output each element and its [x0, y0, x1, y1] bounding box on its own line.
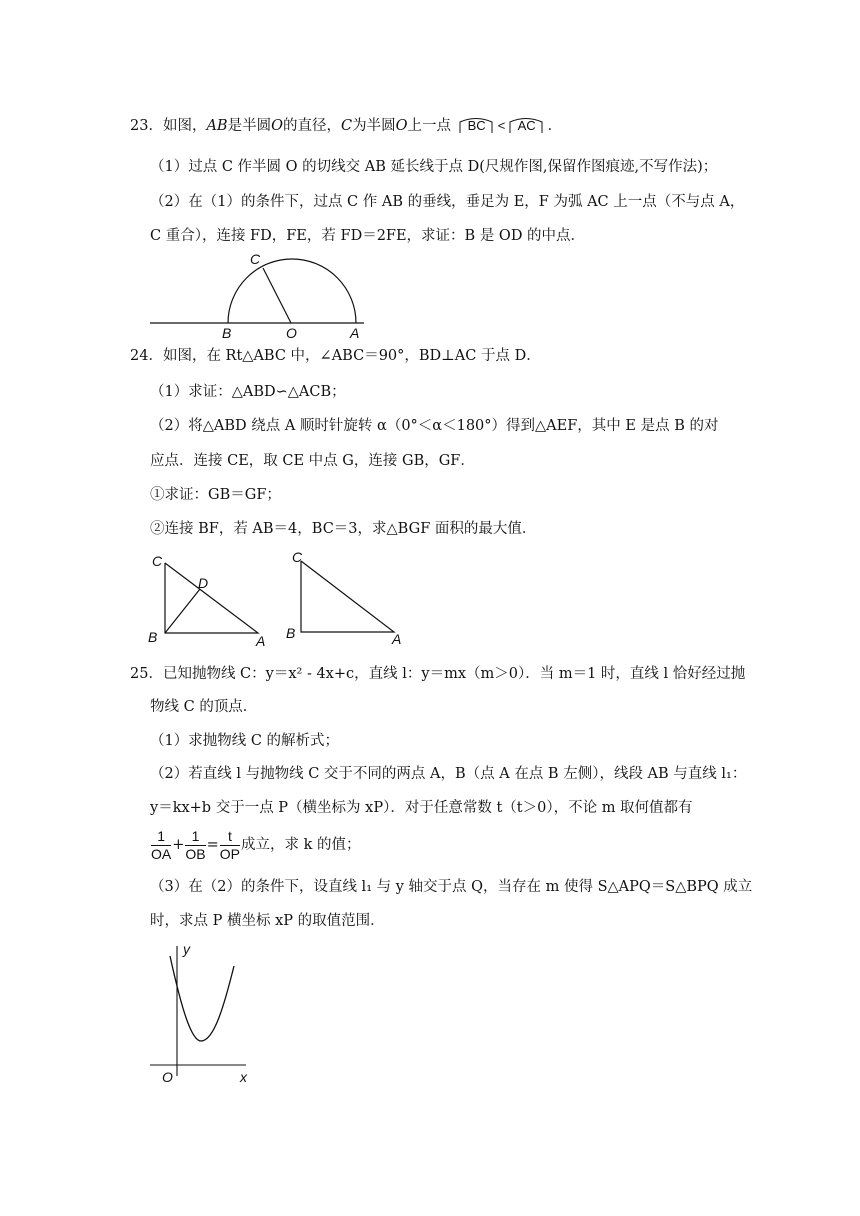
- q23-mid1: 是半圆: [227, 118, 272, 134]
- altitude-bd: [165, 589, 200, 633]
- q24-part1: （1）求证：△ABD∽△ACB；: [150, 384, 346, 400]
- q23-intro: [130, 116, 562, 136]
- radius-oc: [263, 268, 291, 323]
- label-o: O: [286, 325, 297, 341]
- q23-figure: [140, 248, 380, 343]
- fig2-label-b: B: [286, 625, 296, 641]
- q25-part2-line1: （2）若直线 l 与抛物线 C 交于不同的两点 A，B（点 A 在点 B 左侧），线段 AB 与直线 l₁：: [150, 766, 747, 782]
- fig2-label-a: A: [392, 631, 402, 644]
- q23-c: C: [340, 118, 353, 134]
- parabola-curve: [170, 956, 234, 1041]
- q25-part3-line1: （3）在（2）的条件下，设直线 l₁ 与 y 轴交于点 Q，当存在 m 使得 S△APQ＝S△BPQ 成立: [150, 879, 753, 895]
- semicircle-arc: [228, 259, 356, 323]
- q24-part2-line1: （2）将△ABD 绕点 A 顺时针旋转 α（0°＜α＜180°）得到△AEF，其中 E 是点 B 的对: [150, 418, 719, 434]
- q24-figure-2: [284, 544, 414, 644]
- q23-ab: AB: [206, 118, 228, 134]
- plus-sign: +: [172, 837, 185, 853]
- q23-part2-line2: C 重合），连接 FD，FE，若 FD＝2FE，求证：B 是 OD 的中点．: [150, 228, 586, 244]
- q23-part1: （1）过点 C 作半圆 O 的切线交 AB 延长线于点 D(尺规作图,保留作图痕迹,不写作法)；: [150, 159, 718, 175]
- q23-intro-pre: 23．如图，: [130, 118, 207, 134]
- frac2-den: OB: [185, 845, 206, 862]
- q23-o: O: [271, 118, 283, 134]
- q24-part2-line2: 应点．连接 CE，取 CE 中点 G，连接 GB，GF．: [150, 453, 475, 469]
- frac1-den: OA: [151, 845, 172, 862]
- frac1-num: 1: [151, 828, 171, 846]
- q25-part2-line2: y＝kx+b 交于一点 P（横坐标为 xP）．对于任意常数 t（t＞0），不论 m 取何值都有: [150, 800, 693, 816]
- arc-comparison: [456, 116, 548, 136]
- fig2-label-c: C: [292, 549, 303, 565]
- q23-mid2: 的直径，: [282, 118, 341, 134]
- q24-sub2: ②连接 BF，若 AB＝4，BC＝3，求△BGF 面积的最大值．: [150, 521, 537, 537]
- fig1-label-d: D: [198, 575, 209, 591]
- q25-part3-line2: 时，求点 P 横坐标 xP 的取值范围．: [150, 913, 385, 929]
- fig1-label-a: A: [256, 633, 266, 649]
- q24-figure-1: [146, 550, 276, 650]
- q25-intro-line1: 25．已知抛物线 C：y＝x² - 4x+c，直线 l：y＝mx（m＞0）．当 m＝1 时，直线 l 恰好经过抛: [130, 666, 746, 682]
- q24-sub1: ①求证：GB＝GF；: [150, 487, 281, 503]
- fraction-t-over-op: [220, 828, 240, 863]
- q23-o2: O: [395, 118, 408, 134]
- q23-end: ．: [547, 118, 563, 134]
- q23-mid3: 为半圆: [352, 118, 396, 134]
- q25-part2-tail: 成立，求 k 的值；: [241, 837, 361, 853]
- fig1-label-c: C: [152, 553, 163, 569]
- triangle-abc-2: [301, 561, 394, 632]
- equals-sign: =: [206, 837, 219, 853]
- label-c: C: [250, 251, 261, 267]
- q25-figure: [146, 936, 266, 1086]
- frac3-den: OP: [219, 845, 241, 862]
- q24-intro: 24．如图，在 Rt△ABC 中，∠ABC＝90°，BD⊥AC 于点 D．: [130, 348, 541, 364]
- label-a: A: [350, 325, 360, 341]
- axis-label-y: y: [183, 941, 190, 957]
- fraction-1-over-oa: [151, 828, 171, 863]
- arc-lt: <: [497, 118, 506, 133]
- q25-intro-line2: 物线 C 的顶点．: [150, 699, 258, 715]
- axis-label-origin: O: [162, 1069, 173, 1085]
- axis-label-x: x: [240, 1069, 247, 1085]
- arc-bc: BC: [467, 118, 486, 133]
- q23-part2-line1: （2）在（1）的条件下，过点 C 作 AB 的垂线，垂足为 E，F 为弧 AC 上一点（不与点 A，: [150, 194, 745, 210]
- fig1-label-b: B: [148, 629, 158, 645]
- triangle-abc: [165, 563, 258, 633]
- frac3-num: t: [220, 828, 240, 846]
- q23-mid4: 上一点: [407, 118, 451, 134]
- frac2-num: 1: [185, 828, 205, 846]
- q25-part1: （1）求抛物线 C 的解析式；: [150, 733, 340, 749]
- fraction-1-over-ob: [185, 828, 205, 863]
- arc-marks-icon: [456, 113, 546, 137]
- q25-part2-line3: [150, 826, 361, 864]
- label-b: B: [222, 325, 232, 341]
- arc-ac: AC: [517, 118, 536, 133]
